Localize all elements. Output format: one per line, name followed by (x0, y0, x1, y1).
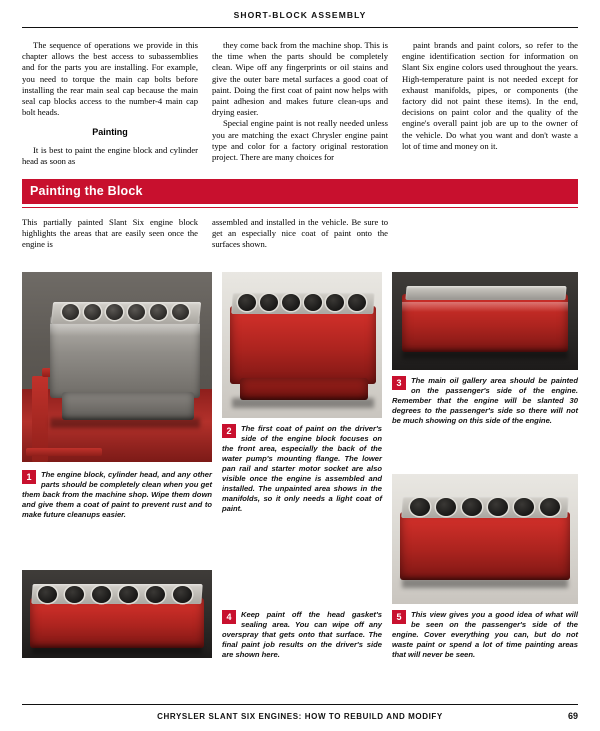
photo-shadow (50, 418, 200, 428)
figure-2-photo (222, 272, 382, 418)
figure-area (0, 258, 600, 688)
cylinder-bore (436, 498, 456, 516)
figure-1-number: 1 (22, 470, 36, 484)
figure-3-number: 3 (392, 376, 406, 390)
photo-highlight (402, 302, 568, 312)
cylinder-bore (146, 586, 165, 603)
intro-paragraph: It is best to paint the engine block and cylinder head as soon as (22, 144, 198, 166)
figure-4-caption (222, 610, 382, 660)
figure-3-photo (392, 272, 578, 370)
cylinder-bore (488, 498, 508, 516)
engine-block-skirt (62, 392, 194, 420)
cylinder-bore (282, 294, 300, 311)
figure-5-photo (392, 474, 578, 604)
cylinder-bore (62, 304, 79, 320)
figure-3-caption-text: The main oil gallery area should be painted on the passenger's side of the engine. Remember that the engine will be slanted 30 degrees to the passenger's side so there will not be much showing on this side of the engine. (392, 375, 578, 425)
subheading-painting: Painting (92, 127, 128, 138)
cylinder-bore (84, 304, 101, 320)
figure-4-photo (22, 570, 212, 658)
deck-surface (405, 286, 566, 300)
cylinder-bore (238, 294, 256, 311)
cylinder-bore (304, 294, 322, 311)
engine-block-skirt (240, 378, 368, 400)
intro-column-2 (212, 40, 388, 167)
cylinder-bore (410, 498, 430, 516)
photo-shadow (32, 646, 202, 654)
cylinder-bore (462, 498, 482, 516)
cylinder-bore (540, 498, 560, 516)
engine-block (230, 306, 376, 384)
cylinder-bore (326, 294, 344, 311)
figure-1-caption (22, 470, 212, 520)
cylinder-bore (128, 304, 145, 320)
running-head: SHORT-BLOCK ASSEMBLY (233, 10, 367, 20)
intro-column-3 (402, 40, 578, 167)
footer-title: CHRYSLER SLANT SIX ENGINES: HOW TO REBUILD AND MODIFY (157, 712, 443, 721)
engine-block (30, 598, 204, 648)
cylinder-bore (260, 294, 278, 311)
intro-paragraph: paint brands and paint colors, so refer to the engine identification section for information on Slant Six engine colors used throughout the years. High-temperature paint is not needed except for exhaust manifolds, pipes, or components (the factory did not paint these items). In the end, decisions on paint color and the quality of the engine's overall paint job are up to the owner of the vehicle. Do what you want and don't waste a lot of time and money on it. (402, 40, 578, 151)
cylinder-bore (65, 586, 84, 603)
figure-4-number: 4 (222, 610, 236, 624)
figure-2-caption (222, 424, 382, 514)
cylinder-bore (514, 498, 534, 516)
cylinder-bore (173, 586, 192, 603)
section-columns (0, 208, 600, 251)
photo-shadow (402, 350, 568, 359)
figure-1-photo (22, 272, 212, 462)
figure-5-caption-text: This view gives you a good idea of what will be seen on the passenger's side of the engine. Cover everything you can, but do not waste paint or spend a lot of time painting areas that will never be seen. (392, 609, 578, 659)
cylinder-bore (150, 304, 167, 320)
section-column-1: This partially painted Slant Six engine block highlights the areas that are easily seen once the engine is (22, 217, 198, 250)
engine-block (400, 512, 570, 580)
cylinder-bore (92, 586, 111, 603)
cylinder-bore (38, 586, 57, 603)
section-column-2: assembled and installed in the vehicle. Be sure to get an especially nice coat of paint onto the surfaces shown. (212, 217, 388, 250)
figure-4-caption-text: Keep paint off the head gasket's sealing area. You can wipe off any overspray that gets onto that surface. The final paint job results on the driver's side are shown here. (222, 609, 382, 659)
footer-rule (22, 704, 578, 705)
cylinder-bore (119, 586, 138, 603)
figure-2-number: 2 (222, 424, 236, 438)
photo-shadow (232, 398, 374, 408)
figure-2-caption-text: The first coat of paint on the driver's side of the engine block focuses on the front area, especially the back of the water pump's mounting flange. The lower pan rail and starter motor socket are also visible once the engine is assembled and installed. The unpainted area shows in the manifolds, so it only needs a light coat of paint. (222, 423, 382, 513)
intro-column-1 (22, 40, 198, 167)
photo-highlight (50, 324, 200, 336)
page-number: 69 (567, 711, 578, 721)
figure-5-caption (392, 610, 578, 660)
cylinder-bore (172, 304, 189, 320)
engine-stand-leg (26, 448, 102, 456)
intro-paragraph: The sequence of operations we provide in this chapter allows the best access to subassemblies and for the parts you are installing. For example, you need to torque the main cap bolts before installing the rear main seal cap because the main seal cap blocks access to the number-4 main cap bolt heads. (22, 40, 198, 118)
intro-paragraph: Special engine paint is not really needed unless you are matching the exact Chrysler engine paint type and color for a factory original restoration project. There are many choices for (212, 118, 388, 163)
figure-1-caption-text: The engine block, cylinder head, and any other parts should be completely clean when you get them back from the machine shop. Wipe them down and give them a coat of paint to prevent rust and to make future cleanups easier. (22, 469, 212, 519)
cylinder-bore (348, 294, 366, 311)
photo-shadow (402, 578, 568, 588)
intro-paragraph: they come back from the machine shop. This is the time when the parts should be completely clean. Wipe off any fingerprints or oil stains and give the outer bare metal surfaces a good coat of paint. Doing the first coat of paint now helps with paint adhesion and makes future clean-ups and drying easier. (212, 40, 388, 118)
figure-5-number: 5 (392, 610, 406, 624)
cylinder-bore (106, 304, 123, 320)
section-heading-bar: Painting the Block (22, 179, 578, 204)
figure-3-caption (392, 376, 578, 426)
intro-columns (0, 28, 600, 167)
